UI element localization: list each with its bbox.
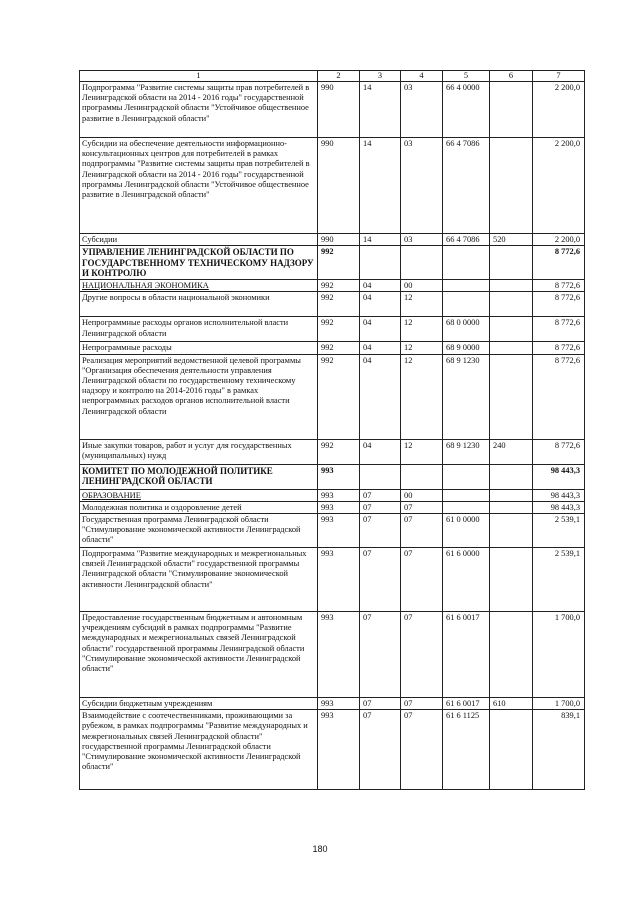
cell-target-article: 68 9 1230 (443, 354, 490, 439)
cell-name: НАЦИОНАЛЬНАЯ ЭКОНОМИКА (80, 280, 318, 292)
cell-subsection: 07 (401, 514, 443, 548)
cell-section: 07 (360, 501, 401, 513)
cell-expense-type (490, 489, 533, 501)
table-row (80, 501, 585, 513)
header-col-2: 2 (318, 71, 360, 82)
cell-amount: 98 443,3 (533, 501, 585, 513)
cell-ministry-code: 992 (318, 246, 360, 280)
cell-target-article (443, 501, 490, 513)
cell-amount: 1 700,0 (533, 612, 585, 698)
cell-section: 07 (360, 514, 401, 548)
cell-target-article: 66 4 7086 (443, 138, 490, 234)
cell-name: КОМИТЕТ ПО МОЛОДЕЖНОЙ ПОЛИТИКЕ ЛЕНИНГРАДСКОЙ ОБЛАСТИ (80, 464, 318, 489)
table-row (80, 439, 585, 464)
cell-expense-type (490, 342, 533, 354)
table-body (80, 82, 585, 790)
cell-subsection: 00 (401, 489, 443, 501)
cell-name: Непрограммные расходы органов исполнительной власти Ленинградской области (80, 317, 318, 342)
cell-expense-type: 520 (490, 234, 533, 246)
cell-amount: 98 443,3 (533, 489, 585, 501)
cell-ministry-code: 993 (318, 464, 360, 489)
table-row (80, 342, 585, 354)
cell-amount: 2 200,0 (533, 234, 585, 246)
cell-section: 07 (360, 698, 401, 710)
cell-target-article: 68 9 1230 (443, 439, 490, 464)
cell-expense-type: 240 (490, 439, 533, 464)
cell-target-article (443, 280, 490, 292)
cell-target-article: 68 9 0000 (443, 342, 490, 354)
table-row (80, 710, 585, 790)
cell-ministry-code: 992 (318, 317, 360, 342)
cell-name: УПРАВЛЕНИЕ ЛЕНИНГРАДСКОЙ ОБЛАСТИ ПО ГОСУДАРСТВЕННОМУ ТЕХНИЧЕСКОМУ НАДЗОРУ И КОНТРОЛЮ (80, 246, 318, 280)
cell-amount: 98 443,3 (533, 464, 585, 489)
table-row (80, 280, 585, 292)
cell-target-article: 68 0 0000 (443, 317, 490, 342)
cell-name: Молодежная политика и оздоровление детей (80, 501, 318, 513)
cell-target-article (443, 246, 490, 280)
cell-amount: 8 772,6 (533, 317, 585, 342)
header-col-5: 5 (443, 71, 490, 82)
cell-section: 07 (360, 548, 401, 612)
cell-name: Субсидии (80, 234, 318, 246)
cell-name: ОБРАЗОВАНИЕ (80, 489, 318, 501)
cell-section: 14 (360, 234, 401, 246)
cell-target-article (443, 464, 490, 489)
cell-expense-type (490, 464, 533, 489)
table-row (80, 464, 585, 489)
cell-section: 14 (360, 138, 401, 234)
cell-section: 07 (360, 489, 401, 501)
cell-ministry-code: 993 (318, 501, 360, 513)
table-row (80, 234, 585, 246)
cell-subsection: 12 (401, 317, 443, 342)
table-row (80, 82, 585, 138)
cell-amount: 1 700,0 (533, 698, 585, 710)
table-row (80, 246, 585, 280)
cell-subsection: 12 (401, 292, 443, 317)
cell-subsection: 03 (401, 234, 443, 246)
cell-amount: 2 539,1 (533, 548, 585, 612)
cell-ministry-code: 993 (318, 612, 360, 698)
cell-expense-type (490, 82, 533, 138)
cell-subsection: 07 (401, 501, 443, 513)
cell-subsection: 03 (401, 138, 443, 234)
cell-section: 14 (360, 82, 401, 138)
cell-subsection: 03 (401, 82, 443, 138)
cell-amount: 839,1 (533, 710, 585, 790)
cell-ministry-code: 993 (318, 514, 360, 548)
cell-name: Иные закупки товаров, работ и услуг для государственных (муниципальных) нужд (80, 439, 318, 464)
table-row (80, 138, 585, 234)
cell-ministry-code: 993 (318, 698, 360, 710)
cell-section: 04 (360, 317, 401, 342)
table-row (80, 698, 585, 710)
cell-expense-type (490, 514, 533, 548)
table-row (80, 317, 585, 342)
budget-document (79, 70, 584, 790)
cell-ministry-code: 992 (318, 292, 360, 317)
cell-section: 04 (360, 292, 401, 317)
cell-ministry-code: 992 (318, 280, 360, 292)
cell-expense-type (490, 548, 533, 612)
cell-name: Государственная программа Ленинградской области "Стимулирование экономической активности Ленинградской области" (80, 514, 318, 548)
cell-section: 04 (360, 342, 401, 354)
cell-subsection: 00 (401, 280, 443, 292)
table-row (80, 489, 585, 501)
cell-expense-type (490, 292, 533, 317)
cell-ministry-code: 993 (318, 710, 360, 790)
cell-target-article: 61 6 1125 (443, 710, 490, 790)
cell-amount: 8 772,6 (533, 246, 585, 280)
cell-section: 04 (360, 439, 401, 464)
cell-subsection: 07 (401, 612, 443, 698)
header-col-3: 3 (360, 71, 401, 82)
table-row (80, 548, 585, 612)
cell-ministry-code: 993 (318, 548, 360, 612)
cell-expense-type (490, 612, 533, 698)
cell-name: Подпрограмма "Развитие системы защиты прав потребителей в Ленинградской области на 2014 - 2016 годы" государственной программы Ленинградской области "Устойчивое общественное развитие в Ленинградской области" (80, 82, 318, 138)
cell-section: 07 (360, 710, 401, 790)
cell-ministry-code: 990 (318, 138, 360, 234)
cell-expense-type (490, 710, 533, 790)
cell-name: Подпрограмма "Развитие международных и межрегиональных связей Ленинградской области" государственной программы Ленинградской области "Стимулирование экономической активности Ленинградской области" (80, 548, 318, 612)
table-row (80, 612, 585, 698)
header-col-1: 1 (80, 71, 318, 82)
cell-ministry-code: 992 (318, 354, 360, 439)
cell-expense-type (490, 246, 533, 280)
cell-section (360, 464, 401, 489)
cell-expense-type: 610 (490, 698, 533, 710)
cell-ministry-code: 992 (318, 439, 360, 464)
header-col-7: 7 (533, 71, 585, 82)
budget-table (79, 70, 585, 790)
cell-amount: 8 772,6 (533, 280, 585, 292)
cell-name: Субсидии на обеспечение деятельности информационно-консультационных центров для потребителей в рамках подпрограммы "Развитие системы защиты прав потребителей в Ленинградской области на 2014 - 2016 годы" государственной программы Ленинградской области "Устойчивое общественное развитие в Ленинградской области" (80, 138, 318, 234)
cell-subsection (401, 246, 443, 280)
table-row (80, 292, 585, 317)
cell-name: Непрограммные расходы (80, 342, 318, 354)
cell-section: 04 (360, 280, 401, 292)
cell-name: Предоставление государственным бюджетным и автономным учреждениям субсидий в рамках подпрограммы "Развитие международных и межрегиональных связей Ленинградской области" государственной программы Ленинградской области "Стимулирование экономической активности Ленинградской области" (80, 612, 318, 698)
cell-target-article: 61 0 0000 (443, 514, 490, 548)
cell-section: 07 (360, 612, 401, 698)
header-col-4: 4 (401, 71, 443, 82)
cell-target-article: 61 6 0017 (443, 698, 490, 710)
cell-amount: 2 539,1 (533, 514, 585, 548)
cell-amount: 8 772,6 (533, 439, 585, 464)
table-header-row (80, 71, 585, 82)
cell-target-article: 66 4 7086 (443, 234, 490, 246)
table-row (80, 354, 585, 439)
cell-subsection: 07 (401, 710, 443, 790)
cell-ministry-code: 990 (318, 82, 360, 138)
cell-subsection: 07 (401, 548, 443, 612)
cell-subsection: 07 (401, 698, 443, 710)
cell-ministry-code: 993 (318, 489, 360, 501)
cell-subsection (401, 464, 443, 489)
cell-ministry-code: 992 (318, 342, 360, 354)
table-row (80, 514, 585, 548)
cell-name: Другие вопросы в области национальной экономики (80, 292, 318, 317)
cell-subsection: 12 (401, 439, 443, 464)
cell-target-article: 61 6 0000 (443, 548, 490, 612)
header-col-6: 6 (490, 71, 533, 82)
cell-target-article: 66 4 0000 (443, 82, 490, 138)
cell-subsection: 12 (401, 354, 443, 439)
cell-name: Взаимодействие с соотечественниками, проживающими за рубежом, в рамках подпрограммы "Развитие международных и межрегиональных связей Ленинградской области" государственной программы Ленинградской области "Стимулирование экономической активности Ленинградской области" (80, 710, 318, 790)
cell-amount: 2 200,0 (533, 82, 585, 138)
cell-section: 04 (360, 354, 401, 439)
cell-expense-type (490, 138, 533, 234)
cell-amount: 8 772,6 (533, 354, 585, 439)
cell-expense-type (490, 354, 533, 439)
cell-expense-type (490, 501, 533, 513)
cell-expense-type (490, 280, 533, 292)
cell-ministry-code: 990 (318, 234, 360, 246)
cell-target-article: 61 6 0017 (443, 612, 490, 698)
cell-target-article (443, 292, 490, 317)
cell-target-article (443, 489, 490, 501)
cell-amount: 8 772,6 (533, 342, 585, 354)
cell-section (360, 246, 401, 280)
cell-amount: 8 772,6 (533, 292, 585, 317)
page-number: 180 (312, 844, 328, 854)
cell-expense-type (490, 317, 533, 342)
cell-name: Субсидии бюджетным учреждениям (80, 698, 318, 710)
cell-subsection: 12 (401, 342, 443, 354)
cell-amount: 2 200,0 (533, 138, 585, 234)
cell-name: Реализация мероприятий ведомственной целевой программы "Организация обеспечения деятельности управления Ленинградской области по государственному техническому надзору и контролю на 2014-2016 годы" в рамках непрограммных расходов органов исполнительной власти Ленинградской области (80, 354, 318, 439)
